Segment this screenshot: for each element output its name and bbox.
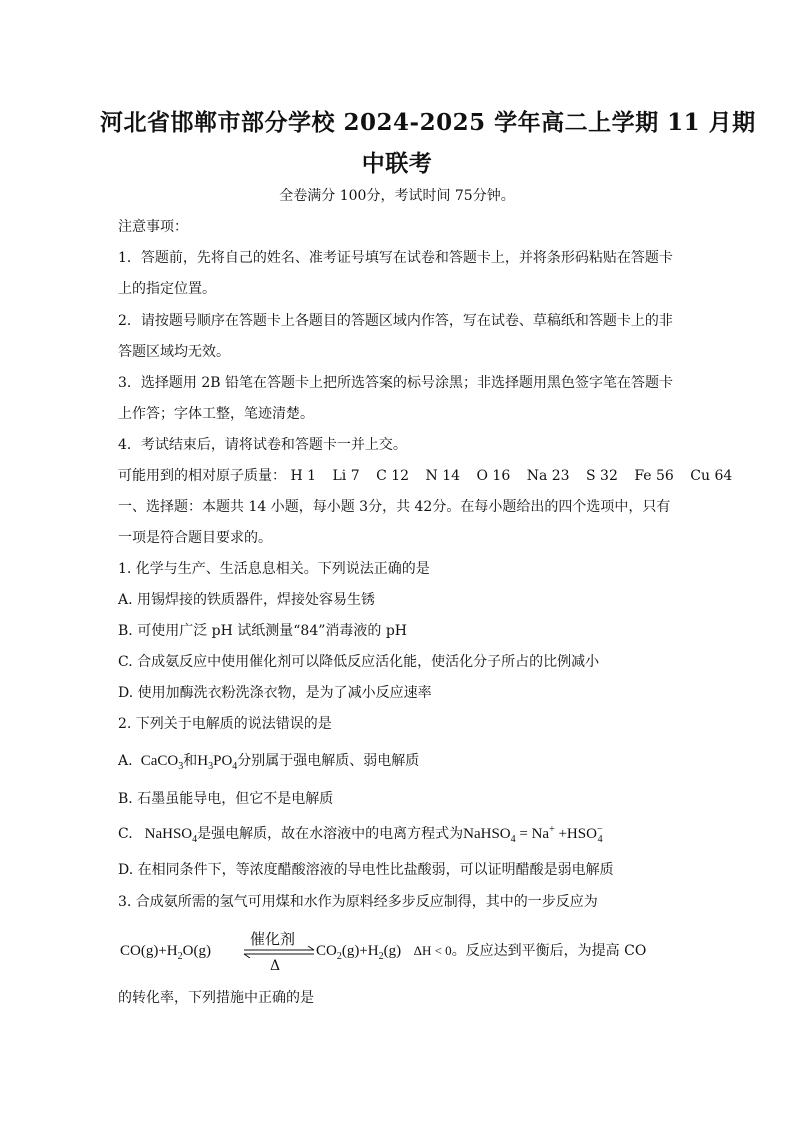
question-2-option-c xyxy=(118,824,678,844)
section-instructions: 一项是符合题目要求的。 xyxy=(118,530,272,546)
atomic-masses xyxy=(118,466,733,486)
reaction-products-line xyxy=(316,941,686,961)
note-line: 4．考试结束后，请将试卷和答题卡一并上交。 xyxy=(118,437,407,453)
heat-symbol: Δ xyxy=(270,958,281,974)
question-1-stem: 1. 化学与生产、生活息息相关。下列说法正确的是 xyxy=(118,561,430,577)
question-2-stem: 2. 下列关于电解质的说法错误的是 xyxy=(118,716,332,732)
note-line: 2．请按题号顺序在答题卡上各题目的答题区域内作答，写在试卷、草稿纸和答题卡上的非 xyxy=(118,313,673,329)
atomic-mass-item: C 12 xyxy=(376,468,410,484)
atomic-mass-item: O 16 xyxy=(476,468,511,484)
reaction-reactants: $CO(g)+H_2O(g)$ xyxy=(120,943,211,962)
section-instructions: 一、选择题：本题共 14 小题，每小题 3分，共 42分。在每小题给出的四个选项中，只有 xyxy=(118,499,671,515)
equilibrium-arrow-icon xyxy=(242,946,316,958)
note-line: 1．答题前，先将自己的姓名、准考证号填写在试卷和答题卡上，并将条形码粘贴在答题卡 xyxy=(118,250,673,266)
question-1-option-c: C. 合成氨反应中使用催化剂可以降低反应活化能，使活化分子所占的比例减小 xyxy=(118,654,600,670)
option-text: 是强电解质，故在水溶液中的电离方程式为 xyxy=(197,826,464,842)
option-label: C. xyxy=(118,826,133,842)
formula-caco3: CaCO$_3$ xyxy=(137,753,184,772)
atomic-mass-item: Cu 64 xyxy=(690,468,733,484)
atomic-mass-item: H 1 xyxy=(290,468,317,484)
question-2-option-b: B. 石墨虽能导电，但它不是电解质 xyxy=(118,791,334,807)
note-line: 3．选择题用 2B 铅笔在答题卡上把所选答案的标号涂黑；非选择题用黑色签字笔在答题卡 xyxy=(118,375,674,391)
question-3-stem: 3. 合成氨所需的氢气可用煤和水作为原料经多步反应制得，其中的一步反应为 xyxy=(118,894,598,910)
question-2-option-d: D. 在相同条件下，等浓度醋酸溶液的导电性比盐酸弱，可以证明醋酸是弱电解质 xyxy=(118,862,614,878)
conjunction: 和 xyxy=(183,753,198,769)
reaction-products: $CO_2(g)+H_2(g)$ xyxy=(316,943,402,962)
atomic-mass-item: Na 23 xyxy=(526,468,570,484)
formula-h3po4: $H_3PO_4$ xyxy=(197,753,238,772)
ionization-equation: NaHSO$_4$ = $Na^+ +HSO^-_4$ xyxy=(463,824,603,845)
question-1-option-b: B. 可使用广泛 pH 试纸测量“84”消毒液的 pH xyxy=(118,623,408,639)
catalyst-label: 催化剂 xyxy=(250,930,296,948)
note-line: 上作答；字体工整，笔迹清楚。 xyxy=(118,406,314,422)
enthalpy-change: ΔH < 0 xyxy=(413,943,452,958)
exam-title-line-2: 中联考 xyxy=(361,150,433,177)
option-text: 分别属于强电解质、弱电解质 xyxy=(237,753,420,769)
exam-title-line-1: 河北省邯郸市部分学校 2024-2025 学年高二上学期 11 月期 xyxy=(100,109,756,136)
atomic-masses-label: 可能用到的相对原子质量： xyxy=(118,468,286,484)
atomic-mass-item: Li 7 xyxy=(332,468,360,484)
question-1-option-a: A. 用锡焊接的铁质器件，焊接处容易生锈 xyxy=(118,592,376,608)
atomic-mass-item: N 14 xyxy=(425,468,461,484)
atomic-mass-item: S 32 xyxy=(586,468,618,484)
question-3-continuation: 。反应达到平衡后，为提高 CO xyxy=(451,943,647,959)
note-line: 答题区域均无效。 xyxy=(118,344,230,360)
option-label: A. xyxy=(118,753,133,769)
reversible-arrow xyxy=(242,928,316,976)
note-line: 上的指定位置。 xyxy=(118,281,216,297)
question-3-stem-end: 的转化率，下列措施中正确的是 xyxy=(118,990,314,1006)
atomic-mass-item: Fe 56 xyxy=(634,468,674,484)
question-1-option-d: D. 使用加酶洗衣粉洗涤衣物，是为了减小反应速率 xyxy=(118,685,432,701)
notes-heading: 注意事项： xyxy=(118,219,188,235)
question-2-option-a xyxy=(118,751,678,771)
formula-nahso4: NaHSO$_4$ xyxy=(137,826,198,845)
exam-subtitle: 全卷满分 100分，考试时间 75分钟。 xyxy=(279,188,515,204)
